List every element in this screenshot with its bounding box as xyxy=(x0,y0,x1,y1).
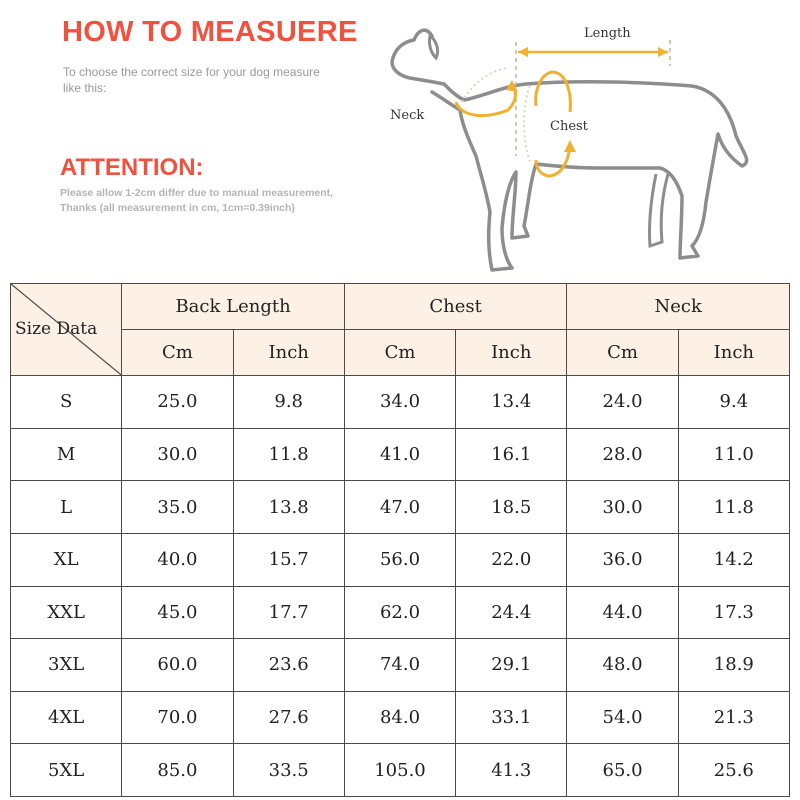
table-row xyxy=(11,744,790,797)
value-cell: 27.6 xyxy=(233,691,344,744)
value-cell: 22.0 xyxy=(456,533,567,586)
value-cell: 28.0 xyxy=(567,428,678,481)
value-cell: 11.8 xyxy=(233,428,344,481)
value-cell: 23.6 xyxy=(233,639,344,692)
size-cell: S xyxy=(11,376,122,429)
value-cell: 14.2 xyxy=(678,533,789,586)
length-label: Length xyxy=(584,26,631,41)
value-cell: 13.8 xyxy=(233,481,344,534)
size-cell: XXL xyxy=(11,586,122,639)
value-cell: 25.6 xyxy=(678,744,789,797)
chest-arrowhead xyxy=(564,140,576,152)
value-cell: 40.0 xyxy=(122,533,233,586)
value-cell: 56.0 xyxy=(344,533,455,586)
unit-header: Cm xyxy=(567,330,678,376)
size-cell: 4XL xyxy=(11,691,122,744)
group-header-neck: Neck xyxy=(567,284,790,330)
dog-ear xyxy=(429,36,437,58)
value-cell: 54.0 xyxy=(567,691,678,744)
value-cell: 17.3 xyxy=(678,586,789,639)
value-cell: 44.0 xyxy=(567,586,678,639)
value-cell: 70.0 xyxy=(122,691,233,744)
value-cell: 30.0 xyxy=(567,481,678,534)
unit-header: Inch xyxy=(678,330,789,376)
size-cell: XL xyxy=(11,533,122,586)
value-cell: 29.1 xyxy=(456,639,567,692)
value-cell: 24.4 xyxy=(456,586,567,639)
length-arrowhead-right xyxy=(658,47,668,57)
intro-text: To choose the correct size for your dog measure like this: xyxy=(63,65,320,95)
chest-guide xyxy=(524,86,530,162)
dog-back-leg-inner xyxy=(649,174,668,246)
corner-header-cell xyxy=(11,284,122,376)
unit-header: Cm xyxy=(122,330,233,376)
value-cell: 33.5 xyxy=(233,744,344,797)
unit-header: Cm xyxy=(344,330,455,376)
value-cell: 74.0 xyxy=(344,639,455,692)
value-cell: 62.0 xyxy=(344,586,455,639)
unit-header: Inch xyxy=(233,330,344,376)
value-cell: 48.0 xyxy=(567,639,678,692)
table-row xyxy=(11,428,790,481)
attention-note xyxy=(60,186,420,216)
value-cell: 9.8 xyxy=(233,376,344,429)
chest-arrow-top xyxy=(536,72,571,112)
value-cell: 24.0 xyxy=(567,376,678,429)
size-cell: M xyxy=(11,428,122,481)
value-cell: 30.0 xyxy=(122,428,233,481)
size-chart-table xyxy=(10,283,790,797)
value-cell: 25.0 xyxy=(122,376,233,429)
value-cell: 13.4 xyxy=(456,376,567,429)
value-cell: 60.0 xyxy=(122,639,233,692)
group-header-back-length: Back Length xyxy=(122,284,345,330)
table-row xyxy=(11,533,790,586)
value-cell: 18.9 xyxy=(678,639,789,692)
length-arrowhead-left xyxy=(518,47,528,57)
value-cell: 41.0 xyxy=(344,428,455,481)
value-cell: 11.8 xyxy=(678,481,789,534)
value-cell: 85.0 xyxy=(122,744,233,797)
dog-measurement-diagram xyxy=(380,6,780,276)
value-cell: 47.0 xyxy=(344,481,455,534)
value-cell: 16.1 xyxy=(456,428,567,481)
value-cell: 18.5 xyxy=(456,481,567,534)
chest-label: Chest xyxy=(550,119,588,134)
attention-note-line2: Thanks (all measurement in cm, 1cm=0.39inch) xyxy=(60,202,295,214)
value-cell: 65.0 xyxy=(567,744,678,797)
value-cell: 105.0 xyxy=(344,744,455,797)
size-cell: L xyxy=(11,481,122,534)
value-cell: 84.0 xyxy=(344,691,455,744)
corner-label: Size Data xyxy=(15,319,98,339)
attention-note-line1: Please allow 1-2cm differ due to manual measurement, xyxy=(60,187,334,199)
size-cell: 5XL xyxy=(11,744,122,797)
value-cell: 15.7 xyxy=(233,533,344,586)
value-cell: 33.1 xyxy=(456,691,567,744)
neck-guide xyxy=(462,68,508,102)
value-cell: 9.4 xyxy=(678,376,789,429)
value-cell: 17.7 xyxy=(233,586,344,639)
size-cell: 3XL xyxy=(11,639,122,692)
value-cell: 35.0 xyxy=(122,481,233,534)
value-cell: 34.0 xyxy=(344,376,455,429)
table-row xyxy=(11,376,790,429)
neck-label: Neck xyxy=(390,108,425,123)
value-cell: 45.0 xyxy=(122,586,233,639)
value-cell: 11.0 xyxy=(678,428,789,481)
table-row xyxy=(11,691,790,744)
table-row xyxy=(11,639,790,692)
value-cell: 36.0 xyxy=(567,533,678,586)
attention-heading: ATTENTION: xyxy=(60,154,204,181)
value-cell: 41.3 xyxy=(456,744,567,797)
group-header-chest: Chest xyxy=(344,284,567,330)
value-cell: 21.3 xyxy=(678,691,789,744)
table-row xyxy=(11,481,790,534)
unit-header: Inch xyxy=(456,330,567,376)
table-row xyxy=(11,586,790,639)
page-title: HOW TO MEASUERE xyxy=(62,16,358,48)
